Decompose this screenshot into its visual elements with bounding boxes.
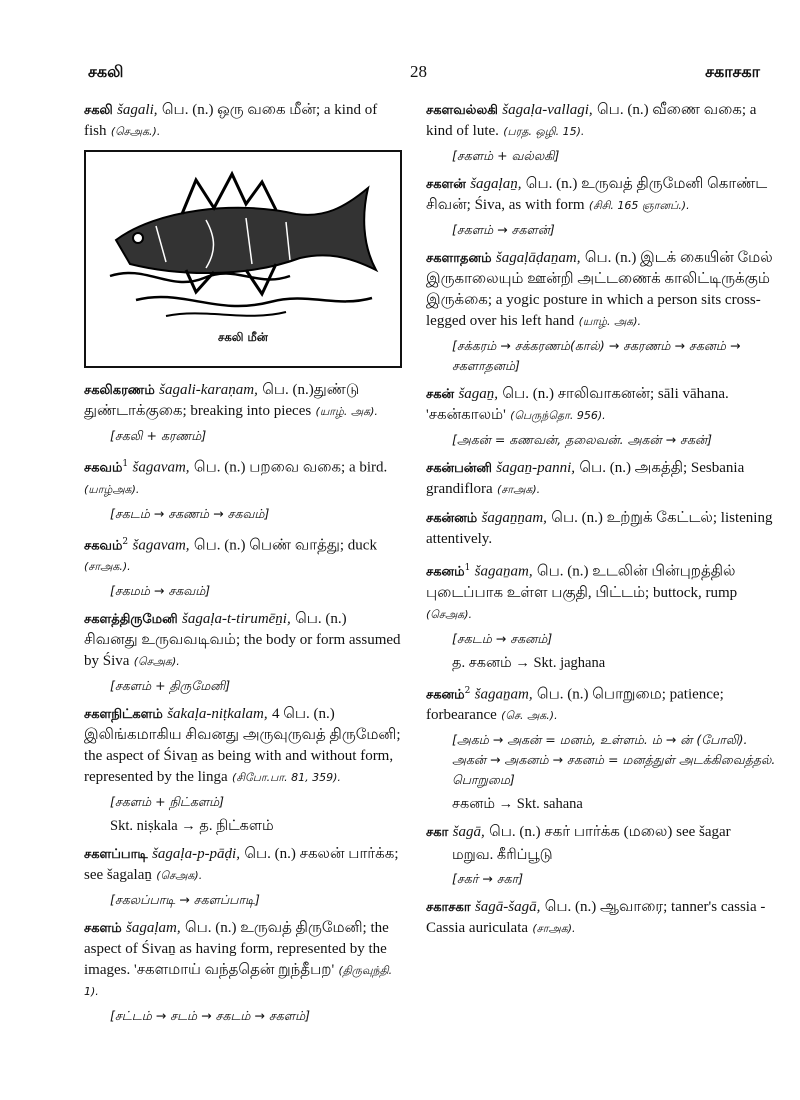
dictionary-entry	[426, 508, 780, 550]
dictionary-entry	[426, 174, 780, 240]
homonym-number: 2	[122, 536, 129, 547]
entry-headword: சகன்பன்னி	[426, 461, 492, 476]
right-column	[426, 100, 780, 947]
entry-transliteration: šagaṉam,	[474, 686, 533, 703]
header-right-guideword: சகாசகா	[705, 62, 760, 81]
entry-transliteration: šagavam,	[132, 459, 190, 476]
entry-transliteration: šagaḷāḍaṉam,	[495, 250, 581, 266]
dictionary-entry	[426, 384, 780, 450]
dictionary-entry	[426, 458, 780, 500]
entry-headword: சகளவல்லகி	[426, 103, 498, 118]
entry-source: (செஅக).	[156, 869, 203, 883]
entry-definition: பெ. (n.) பெண் வாத்து; duck	[193, 537, 377, 554]
entry-etymology: [அகன் = கணவன், தலைவன். அகன் → சகன்]	[452, 432, 712, 447]
header-left-guideword: சகலி	[88, 62, 124, 81]
entry-transliteration: šagaḷa-p-pāḍi,	[152, 846, 240, 863]
entry-definition: பெ. (n.) சகலன் பார்க்க; see šagalaṉ	[84, 846, 399, 884]
dictionary-entry	[84, 918, 402, 1026]
entry-transliteration: šagaṉam,	[474, 563, 533, 580]
entry-synonym: மறுவ. கீரிப்பூடு	[452, 847, 553, 864]
entry-definition: 4 பெ. (n.) இலிங்கமாகிய சிவனது அருவுருவத் திருமேனி; the aspect of Śivaṉ as being with and without form, represented by the linga	[84, 706, 401, 786]
entry-definition: பெ. (n.) பொறுமை; patience; forbearance	[426, 686, 724, 724]
entry-etymology: [சக்கரம் → சக்கரணம்(கால்) → சகரணம் → சகனம் → சகளாதனம்]	[452, 338, 741, 373]
entry-etymology: [சகர் → சகா]	[452, 871, 524, 887]
entry-etymology: [சட்டம் → சடம் → சகடம் → சகளம்]	[110, 1008, 310, 1024]
entry-source: (யாழ்அக).	[84, 482, 140, 496]
dictionary-entry	[84, 609, 402, 696]
entry-etymology: [சகலப்பாடி → சகளப்பாடி]	[110, 892, 260, 908]
dictionary-entry	[84, 704, 402, 836]
entry-definition: பெ. (n.) ஆவாரை; tanner's cassia - Cassia auriculata	[426, 899, 766, 937]
entry-headword: சகளத்திருமேனி	[84, 612, 178, 628]
entry-headword: சகளப்பாடி	[84, 847, 148, 863]
entry-etymology: [சகமம் → சகவம்]	[110, 583, 211, 599]
entry-source: (செஅக).	[426, 607, 472, 621]
dictionary-entry	[426, 681, 780, 815]
entry-definition: பெ. (n.) சகர் பார்க்க (மலை) see šagar	[489, 824, 731, 841]
entry-headword: சகளாதனம்	[426, 251, 492, 266]
entry-source: (சாஅக).	[496, 483, 541, 496]
figure-caption: சகலி மீன்	[218, 330, 268, 344]
entry-source: (சிபோ.பா. 81, 359).	[232, 771, 341, 785]
entry-etymology: [சகடம் → சகனம்]	[452, 630, 553, 646]
entry-transliteration: šagaṉṉam,	[481, 510, 547, 526]
entry-etymology: [சகளம் + நிட்களம்]	[110, 794, 225, 810]
dictionary-entry	[84, 532, 402, 602]
dictionary-entry	[84, 100, 402, 142]
entry-definition: பெ. (n.) இடக் கையின் மேல் இருகாலையும் ஊன்றி அட்டணைக் காலிட்டிருக்கும் இருக்கை; a yogic posture in which a person sits cross-legged over his left hand	[426, 250, 773, 329]
entry-headword: சகா	[426, 825, 449, 841]
entry-source: (யாழ். அக).	[315, 405, 378, 418]
entry-transliteration: šagaḷa-t-tirumēṉi,	[181, 611, 291, 628]
dictionary-entry	[426, 558, 780, 673]
entry-cognate: Skt. niṣkala → த. நிட்களம்	[110, 818, 274, 835]
entry-headword: சகலி	[84, 103, 113, 118]
dictionary-entry	[426, 100, 780, 166]
entry-source: (பெருந்தொ. 956).	[510, 409, 606, 422]
entry-etymology: [சகளம் + திருமேனி]	[110, 678, 231, 694]
dictionary-entry	[426, 897, 780, 939]
entry-definition: பெ. (n.) வீணை வகை; a kind of lute.	[426, 102, 757, 139]
entry-source: (பரத. ஒழி. 15).	[503, 125, 585, 138]
entry-etymology: [அகம் → அகன் = மனம், உள்ளம். ம் → ன் (போலி). அகன் → அகனம் → சகனம் = மனத்துள் அடக்கிவைத்தல். பொறுமை]	[452, 732, 776, 788]
homonym-number: 2	[464, 685, 471, 696]
entry-source: (செஅக).	[133, 655, 180, 669]
entry-headword: சகன்	[426, 387, 455, 402]
left-column	[84, 100, 402, 1034]
entry-transliteration: šagaṉ-panni,	[496, 460, 576, 476]
entry-source: (திருவுந்தி. 1).	[84, 964, 393, 999]
entry-transliteration: šagavam,	[132, 537, 190, 554]
entry-source: (சாஅக).	[532, 922, 576, 936]
entry-etymology: [சகளம் → சகளன்]	[452, 222, 555, 237]
entry-headword: சகவம்	[84, 538, 123, 554]
entry-transliteration: šagā-šagā,	[474, 899, 541, 916]
dictionary-entry	[426, 822, 780, 889]
dictionary-entry	[84, 844, 402, 910]
entry-transliteration: šakaḷa-niṭkalam,	[167, 706, 268, 723]
homonym-number: 1	[464, 563, 471, 573]
entry-source: (யாழ். அக).	[578, 315, 641, 328]
entry-transliteration: šagaḷaṉ,	[470, 176, 522, 192]
entry-transliteration: šagali,	[117, 102, 158, 118]
entry-headword: சகலிகரணம்	[84, 383, 155, 398]
entry-definition: பெ. (n.) பறவை வகை; a bird.	[193, 459, 388, 476]
entry-etymology: [சகடம் → சகணம் → சகவம்]	[110, 505, 270, 521]
entry-transliteration: šagali-karaṇam,	[159, 382, 258, 398]
dictionary-entry	[84, 454, 402, 524]
entry-definition: பெ. (n.) உடலின் பின்புறத்தில் புடைப்பாக உள்ள பகுதி, பிட்டம்; buttock, rump	[426, 563, 738, 601]
entry-headword: சகன்னம்	[426, 511, 478, 526]
entry-headword: சகளம்	[84, 921, 122, 937]
entry-transliteration: šagaḷa-vallagi,	[502, 102, 593, 118]
entry-definition: பெ. (n.)துண்டு துண்டாக்குகை; breaking into pieces	[84, 382, 360, 419]
dictionary-entry	[426, 248, 780, 376]
entry-headword: சகவம்	[84, 460, 123, 476]
entry-definition: பெ. (n.) ஒரு வகை மீன்; a kind of fish	[84, 102, 378, 139]
entry-headword: சகாசகா	[426, 900, 471, 916]
entry-headword: சகளநிட்களம்	[84, 707, 163, 723]
entry-etymology: [சகலி + கரணம்]	[110, 428, 207, 443]
entry-source: (சிசி. 165 ஞானப்.).	[588, 199, 690, 212]
entry-definition: பெ. (n.) உருவத் திருமேனி கொண்ட சிவன்; Śiva, as with form	[426, 176, 768, 213]
homonym-number: 1	[122, 459, 129, 469]
entry-headword: சகளன்	[426, 177, 466, 192]
fish-figure	[84, 150, 402, 368]
entry-definition: பெ. (n.) சாலிவாகனன்; sāli vāhana. 'சகன்காலம்'	[426, 386, 729, 423]
entry-definition: பெ. (n.) அகத்தி; Sesbania grandiflora	[426, 460, 745, 497]
entry-headword: சகனம்	[426, 564, 465, 580]
entry-definition: பெ. (n.) சிவனது உருவவடிவம்; the body or form assumed by Śiva	[84, 611, 401, 670]
entry-etymology: [சகளம் + வல்லகி]	[452, 148, 560, 163]
entry-source: (சாஅக.).	[84, 560, 131, 574]
entry-cognate: சகனம் → Skt. sahana	[452, 796, 583, 813]
entry-headword: சகனம்	[426, 687, 465, 703]
entry-definition: பெ. (n.) உற்றுக் கேட்டல்; listening attentively.	[426, 510, 773, 547]
dictionary-entry	[84, 380, 402, 446]
entry-transliteration: šagaṉ,	[458, 386, 499, 402]
entry-cognate: த. சகனம் → Skt. jaghana	[452, 654, 606, 671]
entry-definition: பெ. (n.) உருவத் திருமேனி; the aspect of Śivaṉ as having form, represented by the images. 'சகளமாய் வந்ததென் றுந்தீபற'	[84, 920, 389, 979]
entry-source: (செஅக.).	[110, 125, 161, 138]
entry-transliteration: šagā,	[452, 824, 485, 841]
entry-transliteration: šagaḷam,	[126, 920, 181, 937]
entry-source: (செ. அக.).	[501, 709, 558, 723]
page-number: 28	[410, 62, 427, 81]
